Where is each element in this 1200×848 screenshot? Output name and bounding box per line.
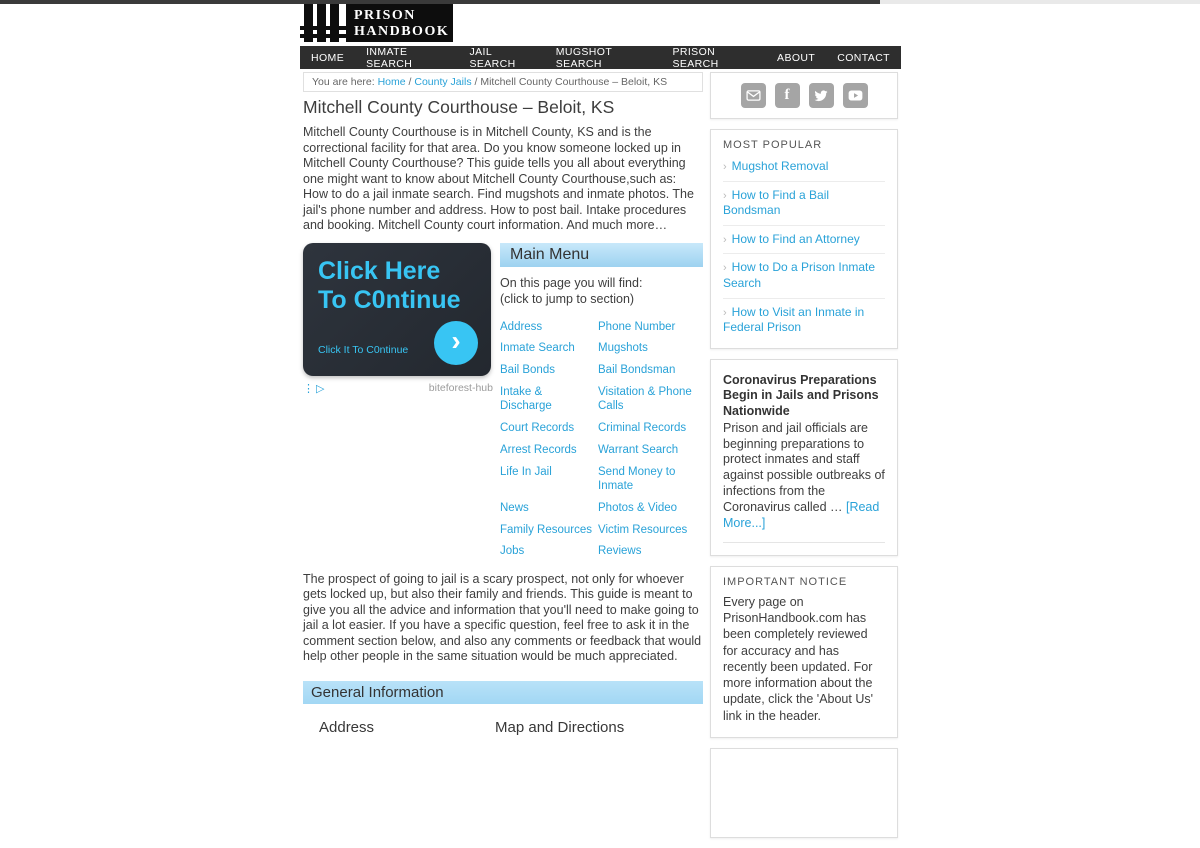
chevron-right-icon: › (723, 233, 727, 246)
popular-link-mugshot-removal[interactable]: Mugshot Removal (731, 159, 829, 173)
menu-link-send-money[interactable]: Send Money to Inmate (598, 465, 676, 493)
list-item (723, 299, 885, 342)
masthead (300, 4, 901, 46)
menu-link-reviews[interactable]: Reviews (598, 545, 642, 558)
logo-line1: PRISON (354, 8, 416, 23)
popular-link-prison-inmate-search[interactable]: How to Do a Prison Inmate Search (723, 260, 876, 290)
twitter-icon[interactable] (809, 83, 834, 108)
adchoices-icon[interactable]: ⋮▷ (303, 382, 327, 395)
top-strip-light (880, 0, 1200, 4)
jail-bars-icon (300, 4, 346, 42)
menu-link-news[interactable]: News (500, 501, 529, 514)
breadcrumb-current: Mitchell County Courthouse – Beloit, KS (480, 76, 668, 88)
chevron-right-icon: › (723, 262, 727, 275)
menu-link-court-records[interactable]: Court Records (500, 422, 575, 435)
list-item (723, 226, 885, 255)
logo-text (346, 4, 453, 42)
divider (723, 542, 885, 543)
most-popular-widget (710, 129, 898, 349)
general-information-header: General Information (303, 681, 703, 704)
chevron-right-icon: › (723, 306, 727, 319)
news-widget (710, 359, 898, 556)
ad-column (303, 243, 493, 395)
chevron-right-icon: › (723, 189, 727, 202)
main-menu-title: Main Menu (500, 243, 703, 267)
menu-link-address[interactable]: Address (500, 320, 543, 333)
most-popular-title: MOST POPULAR (723, 139, 823, 151)
menu-link-mugshots[interactable]: Mugshots (598, 342, 648, 355)
news-excerpt: Prison and jail officials are beginning preparations to protect inmates and staff against possible outbreaks of infections from the Coronavirus called … [Read More...] (723, 420, 885, 530)
important-notice-title: IMPORTANT NOTICE (723, 575, 848, 588)
important-notice-widget (710, 566, 898, 738)
list-item (723, 254, 885, 298)
menu-link-criminal-records[interactable]: Criminal Records (598, 422, 687, 435)
menu-link-inmate-search[interactable]: Inmate Search (500, 342, 575, 355)
breadcrumb-sep: / (408, 76, 412, 88)
nav-item-mugshot-search[interactable]: MUGSHOT SEARCH (555, 45, 612, 70)
page-title: Mitchell County Courthouse – Beloit, KS (303, 97, 615, 117)
nav-item-about[interactable]: ABOUT (777, 51, 816, 64)
breadcrumb-prefix: You are here: (312, 76, 375, 88)
menu-link-photos-video[interactable]: Photos & Video (598, 501, 678, 514)
menu-link-bail-bonds[interactable]: Bail Bonds (500, 363, 555, 376)
logo-line2: HANDBOOK (354, 24, 450, 40)
menu-link-phone-number[interactable]: Phone Number (598, 320, 676, 333)
menu-link-jobs[interactable]: Jobs (500, 545, 525, 558)
news-title: Coronavirus Preparations Begin in Jails and Prisons Nationwide (723, 372, 879, 418)
menu-link-victim-resources[interactable]: Victim Resources (598, 523, 688, 536)
main-menu-widget (500, 243, 703, 564)
popular-link-visit-federal-inmate[interactable]: How to Visit an Inmate in Federal Prison (723, 304, 865, 335)
breadcrumb-county-jails-link[interactable]: County Jails (414, 76, 472, 88)
nav-item-prison-search[interactable]: PRISON SEARCH (672, 45, 719, 70)
list-item (723, 153, 885, 182)
map-directions-heading: Map and Directions (495, 718, 625, 736)
main-column (303, 72, 703, 848)
important-notice-body: Every page on PrisonHandbook.com has been completely reviewed for accuracy and has recently been updated. For more information about the update, click the 'About Us' link in the header. (723, 594, 873, 723)
nav-item-inmate-search[interactable]: INMATE SEARCH (366, 45, 413, 70)
social-widget (710, 72, 898, 119)
youtube-icon[interactable] (843, 83, 868, 108)
site-logo[interactable] (300, 4, 453, 42)
menu-link-visitation-phone-calls[interactable]: Visitation & Phone Calls (598, 385, 692, 413)
main-menu-links (500, 317, 703, 564)
menu-link-life-in-jail[interactable]: Life In Jail (500, 465, 552, 478)
address-heading: Address (319, 718, 375, 736)
facebook-icon[interactable]: f (775, 83, 800, 108)
nav-item-jail-search[interactable]: JAIL SEARCH (469, 45, 516, 70)
menu-link-bail-bondsman[interactable]: Bail Bondsman (598, 363, 676, 376)
ad-headline: Click Here To C0ntinue (318, 256, 461, 314)
menu-link-warrant-search[interactable]: Warrant Search (598, 443, 679, 456)
ad-arrow-icon[interactable]: › (434, 321, 478, 365)
popular-link-attorney[interactable]: How to Find an Attorney (731, 231, 860, 246)
chevron-right-icon: › (723, 161, 727, 173)
main-nav (300, 46, 901, 69)
breadcrumb-home-link[interactable]: Home (377, 76, 406, 88)
ad-source-label: biteforest-hub (428, 382, 493, 394)
ad-banner[interactable] (303, 243, 491, 376)
nav-item-home[interactable]: HOME (311, 51, 345, 64)
empty-widget (710, 748, 898, 838)
ad-subtext: Click It To C0ntinue (318, 343, 409, 356)
menu-link-family-resources[interactable]: Family Resources (500, 523, 593, 536)
list-item (723, 182, 885, 226)
popular-link-bail-bondsman[interactable]: How to Find a Bail Bondsman (723, 187, 830, 218)
breadcrumb-sep2: / (474, 76, 478, 88)
outro-paragraph: The prospect of going to jail is a scary prospect, not only for whoever gets locked up, but also their family and friends. This guide is meant to give you all the advice and information that you'll need to make going to jail a lot easier. If you have a specific question, feel free to ask it in the comment section below, and also any comments or feedback that would help other people in the same situation would be much appreciated. (303, 571, 702, 664)
ad-attribution-row (303, 382, 493, 395)
breadcrumb (303, 72, 703, 92)
email-icon[interactable] (741, 83, 766, 108)
sidebar (710, 72, 898, 848)
menu-link-intake-discharge[interactable]: Intake & Discharge (500, 385, 552, 413)
intro-paragraph: Mitchell County Courthouse is in Mitchell County, KS and is the correctional facility for that area. Do you know someone locked up in Mitchell County Courthouse? This guide tells you all about everything one might want to know about Mitchell County Courthouse,such as: How to do a jail inmate search. Find mugshots and inmate photos. The jail's phone number and address. How to post bail. Intake procedures and booking. Mitchell County court information. And much more… (303, 125, 694, 232)
nav-item-contact[interactable]: CONTACT (837, 51, 890, 64)
menu-link-arrest-records[interactable]: Arrest Records (500, 443, 577, 456)
most-popular-list (723, 153, 885, 342)
read-more-link[interactable]: [Read More...] (723, 500, 880, 530)
main-menu-intro: On this page you will find: (click to jump to section) (500, 275, 643, 306)
site-wrapper (300, 4, 901, 736)
